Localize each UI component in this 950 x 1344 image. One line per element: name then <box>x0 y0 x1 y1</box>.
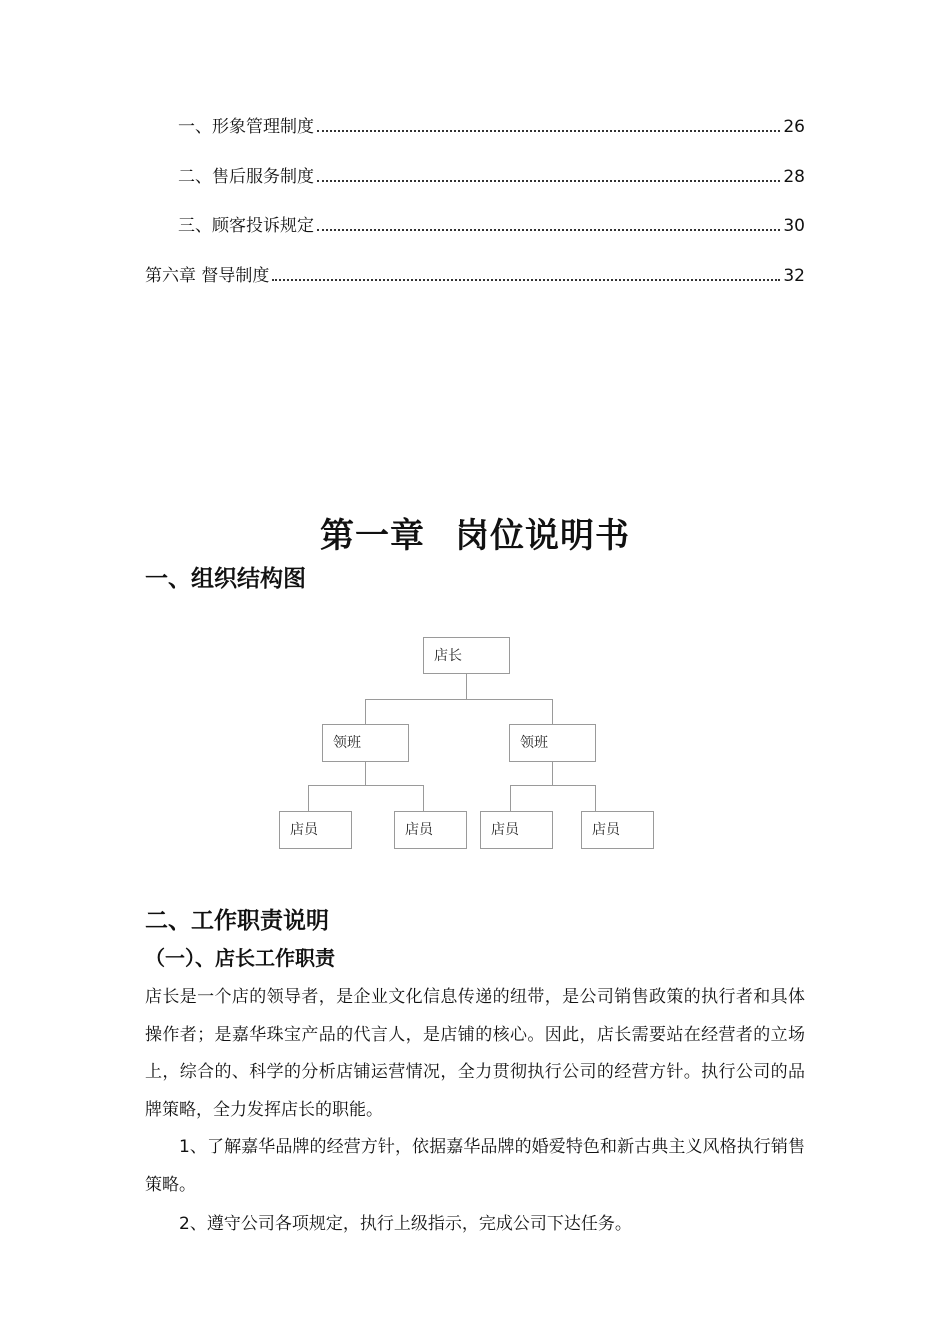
toc-entry-page: 26 <box>783 117 805 137</box>
connector-line <box>365 699 553 700</box>
connector-line <box>308 785 309 811</box>
connector-line <box>365 761 366 786</box>
toc-entry-page: 32 <box>783 266 805 286</box>
org-node-store-manager: 店长 <box>423 637 510 674</box>
toc-entry-label: 三、顾客投诉规定 <box>178 216 314 236</box>
toc-entry[interactable] <box>178 112 805 138</box>
connector-line <box>365 699 366 724</box>
connector-line <box>552 761 553 786</box>
toc-entry-chapter[interactable] <box>145 261 805 287</box>
chapter-name: 岗位说明书 <box>455 516 630 556</box>
toc-entry-label: 第六章 督导制度 <box>145 266 270 286</box>
connector-line <box>308 785 424 786</box>
connector-line <box>510 785 596 786</box>
toc-entry-label: 二、售后服务制度 <box>178 167 314 187</box>
section-heading-duties: 二、工作职责说明 <box>145 908 329 934</box>
toc-entry[interactable] <box>178 162 805 188</box>
toc-entry-page: 28 <box>783 167 805 187</box>
toc-entry-label: 一、形象管理制度 <box>178 117 314 137</box>
chapter-title <box>0 508 950 557</box>
org-node-staff: 店员 <box>581 811 654 849</box>
duty-item: 1、了解嘉华品牌的经营方针，依据嘉华品牌的婚爱特色和新古典主义风格执行销售策略。 <box>145 1137 805 1195</box>
toc-leader-dots <box>272 278 780 281</box>
toc-entry[interactable] <box>178 211 805 237</box>
duty-item: 2、遵守公司各项规定，执行上级指示，完成公司下达任务。 <box>179 1214 632 1234</box>
intro-paragraph: 店长是一个店的领导者，是企业文化信息传递的纽带，是公司销售政策的执行者和具体操作者；是嘉华珠宝产品的代言人，是店铺的核心。因此，店长需要站在经营者的立场上，综合的、科学的分析店铺运营情况，全力贯彻执行公司的经营方针。执行公司的品牌策略，全力发挥店长的职能。 <box>145 987 805 1120</box>
connector-line <box>466 673 467 700</box>
org-node-team-lead: 领班 <box>322 724 409 762</box>
subsection-heading-store-manager: （一）、店长工作职责 <box>145 946 335 970</box>
org-node-team-lead: 领班 <box>509 724 596 762</box>
connector-line <box>552 699 553 724</box>
toc-leader-dots <box>317 228 780 231</box>
connector-line <box>423 785 424 811</box>
section-heading-org-chart: 一、组织结构图 <box>145 566 306 592</box>
toc-entry-page: 30 <box>783 216 805 236</box>
chapter-number: 第一章 <box>320 516 425 556</box>
toc-leader-dots <box>317 179 780 182</box>
connector-line <box>595 785 596 811</box>
connector-line <box>510 785 511 811</box>
toc-leader-dots <box>317 129 780 132</box>
org-node-staff: 店员 <box>279 811 352 849</box>
org-node-staff: 店员 <box>480 811 553 849</box>
org-node-staff: 店员 <box>394 811 467 849</box>
